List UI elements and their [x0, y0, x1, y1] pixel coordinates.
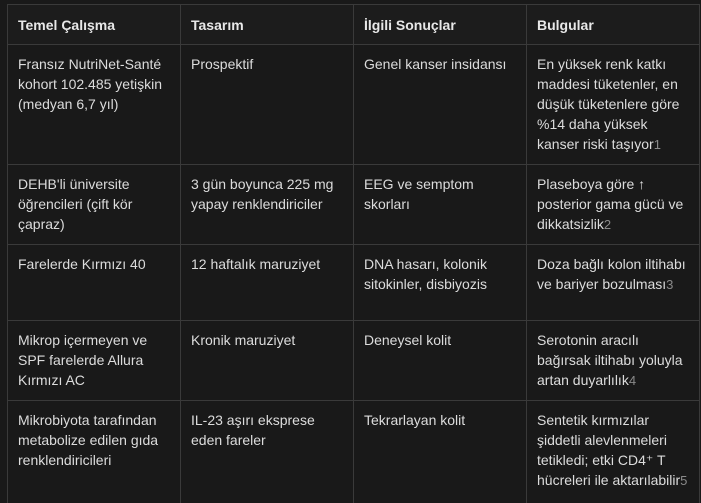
citation-link[interactable]: 3: [666, 277, 674, 292]
cell-design: IL-23 aşırı eksprese eden fareler: [181, 401, 354, 503]
table-row: [8, 401, 700, 503]
cell-findings: [527, 401, 700, 503]
table-row: [8, 321, 700, 401]
cell-outcomes: Genel kanser insidansı: [354, 45, 527, 165]
header-outcomes: İlgili Sonuçlar: [354, 5, 527, 45]
citation-link[interactable]: 4: [628, 373, 637, 388]
cell-study: DEHB'li üniversite öğrencileri (çift kör çapraz): [8, 165, 181, 245]
header-study: Temel Çalışma: [8, 5, 181, 45]
cell-design: 12 haftalık maruziyet: [181, 245, 354, 321]
findings-text: Plaseboya göre ↑ posterior gama gücü ve dikkatsizlik: [537, 176, 684, 232]
cell-outcomes: Deneysel kolit: [354, 321, 527, 401]
cell-study: Mikrobiyota tarafından metabolize edilen gıda renklendiricileri: [8, 401, 181, 503]
cell-outcomes: Tekrarlayan kolit: [354, 401, 527, 503]
header-design: Tasarım: [181, 5, 354, 45]
table-row: [8, 245, 700, 321]
cell-findings: [527, 321, 700, 401]
cell-outcomes: DNA hasarı, kolonik sitokinler, disbiyozis: [354, 245, 527, 321]
cell-study: Farelerde Kırmızı 40: [8, 245, 181, 321]
citation-link[interactable]: 2: [603, 217, 612, 232]
table-row: [8, 165, 700, 245]
cell-design: Kronik maruziyet: [181, 321, 354, 401]
header-findings: Bulgular: [527, 5, 700, 45]
findings-text: Doza bağlı kolon iltihabı ve bariyer bozulması: [537, 256, 686, 292]
header-row: [8, 5, 700, 45]
citation-link[interactable]: 5: [680, 473, 688, 488]
cell-study: Mikrop içermeyen ve SPF farelerde Allura Kırmızı AC: [8, 321, 181, 401]
studies-table: [7, 4, 700, 503]
table-row: [8, 45, 700, 165]
cell-outcomes: EEG ve semptom skorları: [354, 165, 527, 245]
cell-findings: [527, 45, 700, 165]
findings-text: En yüksek renk katkı maddesi tüketenler, en düşük tüketenlere göre %14 daha yüksek kanser riski taşıyor: [537, 56, 680, 152]
citation-link[interactable]: 1: [653, 137, 661, 152]
findings-text: Sentetik kırmızılar şiddetli alevlenmeleri tetikledi; etki CD4⁺ T hücreleri ile aktarılabilir: [537, 412, 681, 488]
findings-text: Serotonin aracılı bağırsak iltihabı yoluyla artan duyarlılık: [537, 332, 683, 388]
cell-design: Prospektif: [181, 45, 354, 165]
cell-study: Fransız NutriNet-Santé kohort 102.485 yetişkin (medyan 6,7 yıl): [8, 45, 181, 165]
cell-findings: [527, 245, 700, 321]
cell-design: 3 gün boyunca 225 mg yapay renklendiriciler: [181, 165, 354, 245]
cell-findings: [527, 165, 700, 245]
